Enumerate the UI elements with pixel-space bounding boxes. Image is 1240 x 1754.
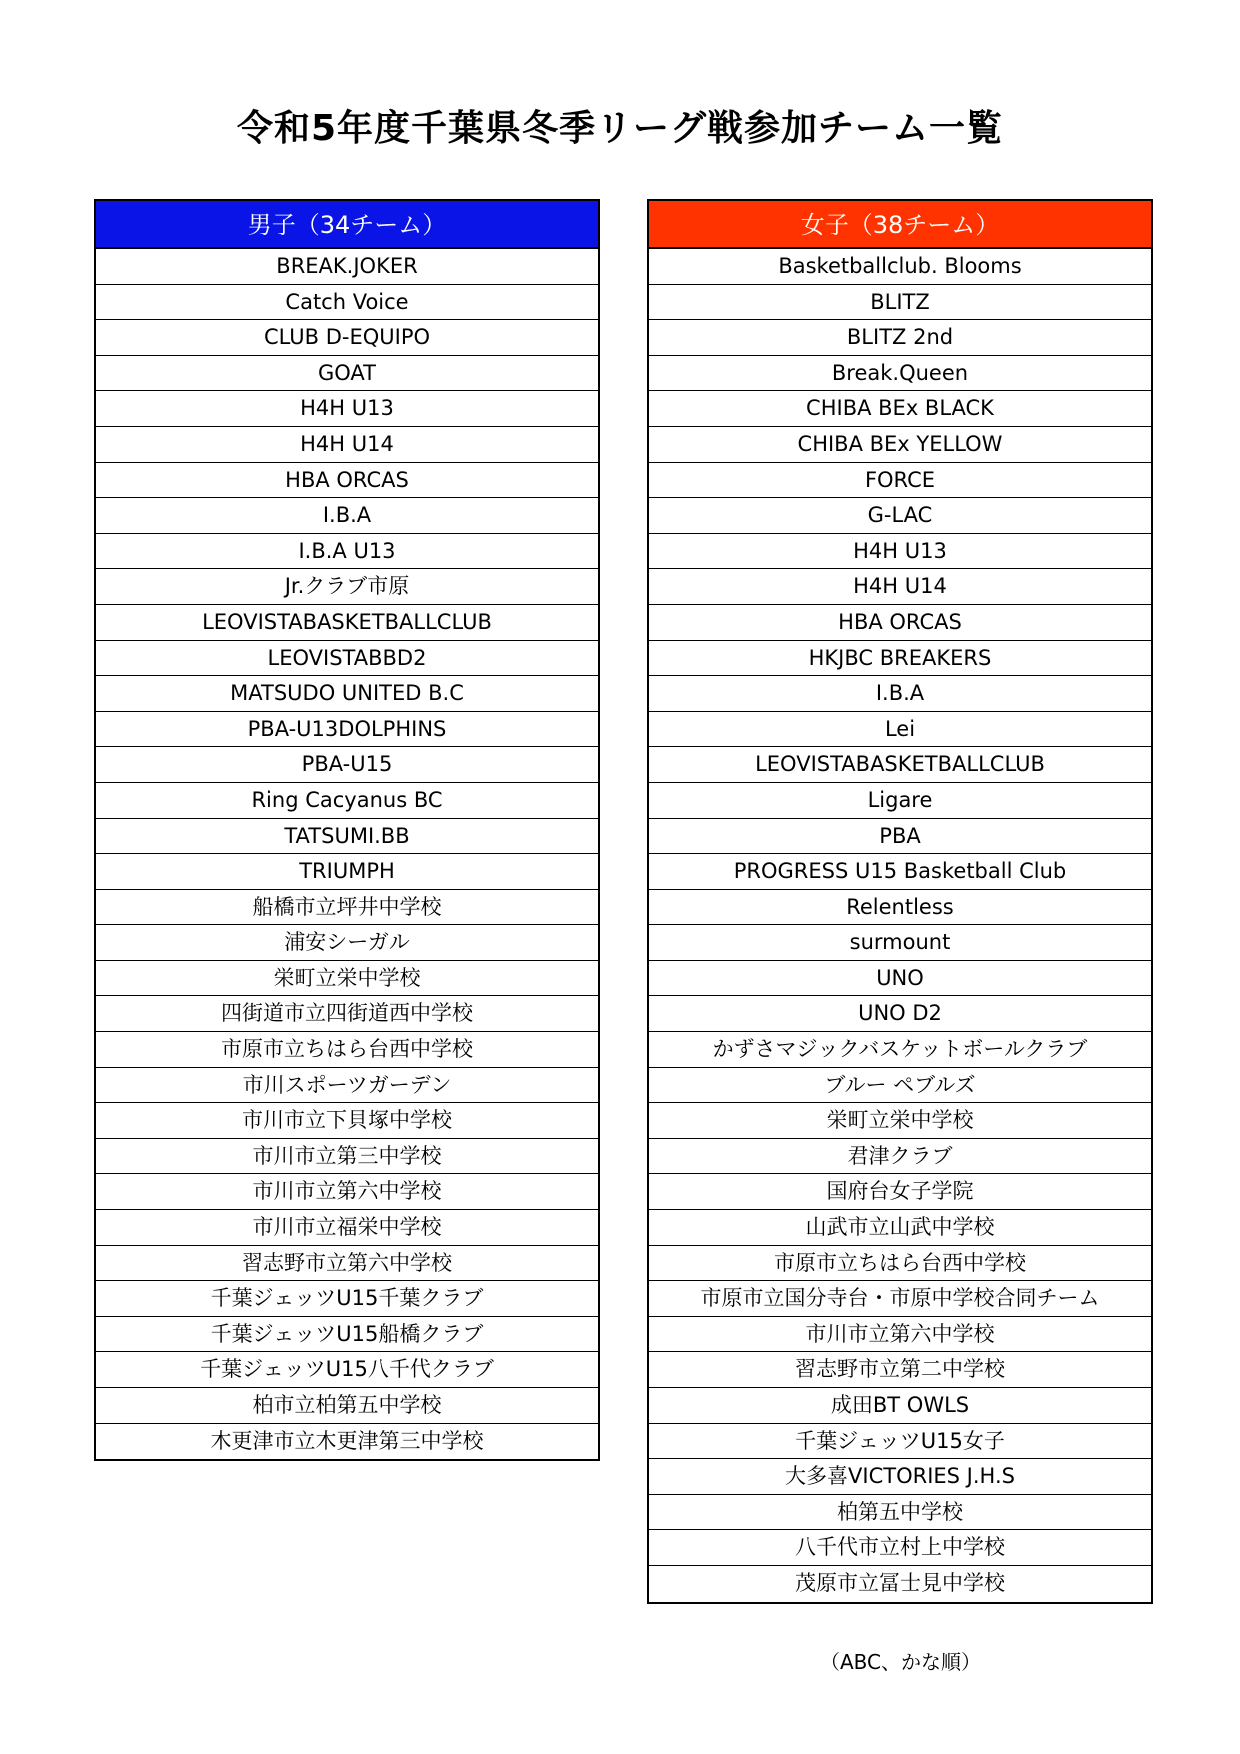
boys-team-row: TATSUMI.BB <box>96 819 598 855</box>
girls-team-row: 山武市立山武中学校 <box>649 1210 1151 1246</box>
boys-team-row: 柏市立柏第五中学校 <box>96 1388 598 1424</box>
girls-team-row: Basketballclub. Blooms <box>649 249 1151 285</box>
boys-team-row: 市川市立福栄中学校 <box>96 1210 598 1246</box>
girls-team-row: CHIBA BEx BLACK <box>649 391 1151 427</box>
boys-team-row: 四街道市立四街道西中学校 <box>96 996 598 1032</box>
girls-team-row: BLITZ <box>649 285 1151 321</box>
boys-team-row: 市原市立ちはら台西中学校 <box>96 1032 598 1068</box>
boys-team-row: 浦安シーガル <box>96 925 598 961</box>
girls-team-row: 成田BT OWLS <box>649 1388 1151 1424</box>
boys-team-row: CLUB D-EQUIPO <box>96 320 598 356</box>
boys-team-row: I.B.A U13 <box>96 534 598 570</box>
girls-team-row: HKJBC BREAKERS <box>649 641 1151 677</box>
girls-team-row: 茂原市立冨士見中学校 <box>795 1570 1005 1595</box>
boys-team-row: MATSUDO UNITED B.C <box>96 676 598 712</box>
girls-team-row: 八千代市立村上中学校 <box>649 1530 1151 1566</box>
girls-team-row: 君津クラブ <box>649 1139 1151 1175</box>
girls-team-row: G-LAC <box>649 498 1151 534</box>
boys-team-row: H4H U13 <box>96 391 598 427</box>
girls-team-list <box>649 249 1151 1602</box>
boys-team-row: TRIUMPH <box>96 854 598 890</box>
boys-team-row: LEOVISTABBD2 <box>96 641 598 677</box>
girls-team-row: FORCE <box>649 463 1151 499</box>
girls-team-row: 千葉ジェッツU15女子 <box>649 1424 1151 1460</box>
girls-team-row: 市原市立国分寺台・市原中学校合同チーム <box>649 1281 1151 1317</box>
boys-team-row: 市川市立第六中学校 <box>96 1174 598 1210</box>
boys-team-row: 習志野市立第六中学校 <box>96 1246 598 1282</box>
girls-team-row: かずさマジックバスケットボールクラブ <box>649 1032 1151 1068</box>
boys-team-list <box>96 249 598 1459</box>
boys-team-row: HBA ORCAS <box>96 463 598 499</box>
boys-team-row: GOAT <box>96 356 598 392</box>
girls-team-row: 国府台女子学院 <box>649 1174 1151 1210</box>
girls-team-row: Lei <box>649 712 1151 748</box>
girls-team-row: Break.Queen <box>649 356 1151 392</box>
girls-team-row: 習志野市立第二中学校 <box>649 1352 1151 1388</box>
page-title: 令和5年度千葉県冬季リーグ戦参加チーム一覧 <box>236 108 1004 149</box>
boys-team-row: PBA-U15 <box>96 747 598 783</box>
girls-team-row: 大多喜VICTORIES J.H.S <box>649 1459 1151 1495</box>
boys-team-row: PBA-U13DOLPHINS <box>96 712 598 748</box>
boys-team-row: 千葉ジェッツU15千葉クラブ <box>96 1281 598 1317</box>
girls-team-row: LEOVISTABASKETBALLCLUB <box>649 747 1151 783</box>
boys-team-row: Jr.クラブ市原 <box>96 569 598 605</box>
boys-team-row: Catch Voice <box>96 285 598 321</box>
girls-team-row: HBA ORCAS <box>649 605 1151 641</box>
girls-team-table <box>647 199 1153 1604</box>
boys-table-header: 男子（34チーム） <box>96 201 598 249</box>
girls-team-row: ブルー ペブルズ <box>649 1068 1151 1104</box>
girls-team-row: Ligare <box>649 783 1151 819</box>
boys-team-row: 市川スポーツガーデン <box>96 1068 598 1104</box>
boys-team-row: Ring Cacyanus BC <box>96 783 598 819</box>
girls-team-row: H4H U13 <box>649 534 1151 570</box>
girls-team-row: I.B.A <box>649 676 1151 712</box>
girls-team-row: BLITZ 2nd <box>649 320 1151 356</box>
girls-team-row: Relentless <box>649 890 1151 926</box>
girls-team-row: 市原市立ちはら台西中学校 <box>649 1246 1151 1282</box>
girls-table-header: 女子（38チーム） <box>649 201 1151 249</box>
boys-team-row: I.B.A <box>96 498 598 534</box>
girls-team-row: 栄町立栄中学校 <box>649 1103 1151 1139</box>
girls-team-row: UNO <box>649 961 1151 997</box>
boys-team-row: 市川市立第三中学校 <box>96 1139 598 1175</box>
girls-team-row: surmount <box>649 925 1151 961</box>
boys-team-table <box>94 199 600 1461</box>
boys-team-row: 船橋市立坪井中学校 <box>96 890 598 926</box>
boys-team-row: 市川市立下貝塚中学校 <box>96 1103 598 1139</box>
boys-team-row: BREAK.JOKER <box>96 249 598 285</box>
girls-team-row: H4H U14 <box>649 569 1151 605</box>
boys-team-row: 千葉ジェッツU15八千代クラブ <box>96 1352 598 1388</box>
boys-team-row: LEOVISTABASKETBALLCLUB <box>96 605 598 641</box>
boys-team-row: 栄町立栄中学校 <box>96 961 598 997</box>
boys-team-row: 木更津市立木更津第三中学校 <box>210 1428 484 1453</box>
girls-team-row: CHIBA BEx YELLOW <box>649 427 1151 463</box>
boys-team-row: 千葉ジェッツU15船橋クラブ <box>96 1317 598 1353</box>
girls-team-row: 市川市立第六中学校 <box>649 1317 1151 1353</box>
girls-team-row: PROGRESS U15 Basketball Club <box>649 854 1151 890</box>
boys-team-row: H4H U14 <box>96 427 598 463</box>
girls-team-row: 柏第五中学校 <box>649 1495 1151 1531</box>
girls-team-row: UNO D2 <box>649 996 1151 1032</box>
girls-team-row: PBA <box>649 819 1151 855</box>
sort-order-note: （ABC、かな順） <box>820 1650 982 1674</box>
